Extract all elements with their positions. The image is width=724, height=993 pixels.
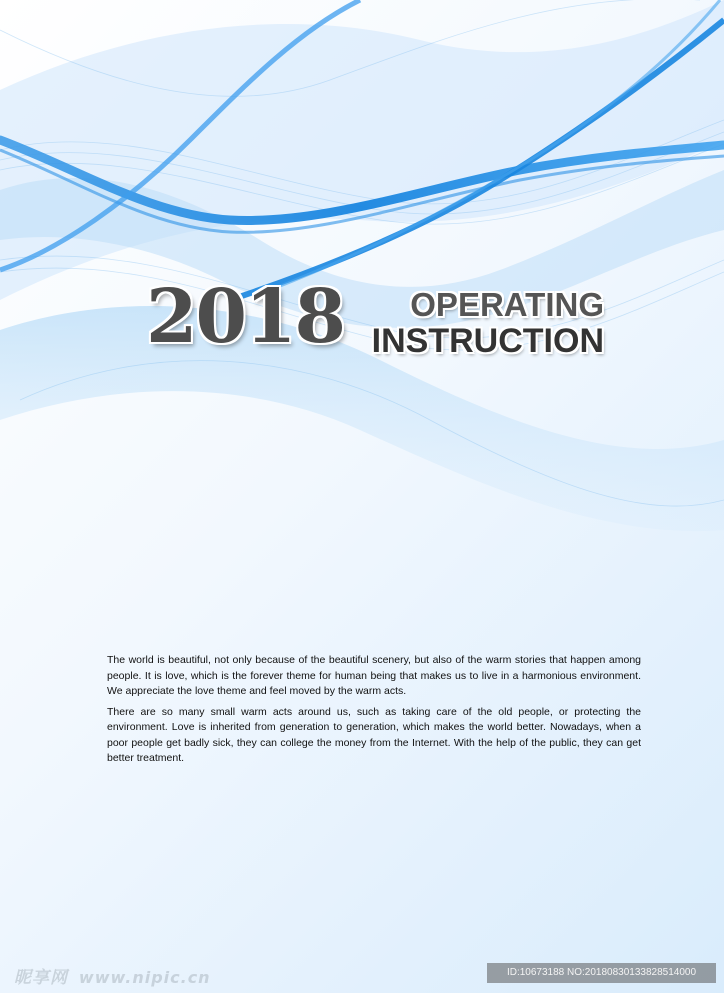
- paragraph: The world is beautiful, not only because of the beautiful scenery, but also of the warm stories that happen among people. It is love, which is the forever theme for human being that makes us to live in a harmonious environment. We appreciate the love theme and feel moved by the warm acts.: [107, 654, 641, 697]
- watermark-url: www.nipic.cn: [78, 968, 211, 987]
- title-line-operating: OPERATING: [410, 286, 604, 323]
- body-text: [107, 653, 641, 772]
- cover-year: 2018: [146, 274, 344, 360]
- paragraph: There are so many small warm acts around us, such as taking care of the old people, or protecting the environment. Love is inherited from generation to generation, which makes the world better. Nowadays, when a poor people get badly sick, they can college the money from the Internet. With the help of the public, they can get better treatment.: [107, 705, 641, 764]
- watermark-logo-text: 昵享网: [14, 968, 68, 988]
- title-line-instruction: INSTRUCTION: [371, 321, 604, 360]
- cover-title: [372, 287, 604, 359]
- image-id-strip: ID:10673188 NO:20180830133828514000: [487, 963, 716, 983]
- watermark-logo: [14, 963, 211, 988]
